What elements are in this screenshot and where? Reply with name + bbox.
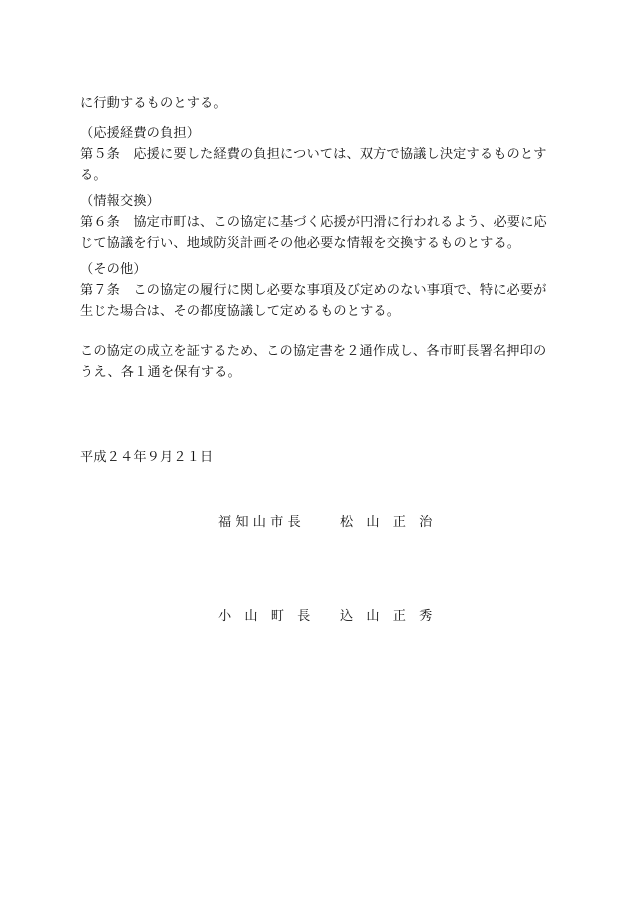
closing-text-line-1: この協定の成立を証するため、この協定書を２通作成し、各市町長署名押印の — [80, 344, 547, 359]
article-7-text-line-2: 生じた場合は、その都度協議して定めるものとする。 — [80, 304, 401, 319]
closing-text-line-2: うえ、各１通を保有する。 — [80, 365, 241, 380]
article-5-heading: （応援経費の負担） — [80, 126, 201, 141]
article-6-heading: （情報交換） — [80, 194, 161, 209]
article-6-text-line-1: 第６条 協定市町は、この協定に基づく応援が円滑に行われるよう、必要に応 — [80, 215, 547, 230]
signatory-1-title: 福 知 山 市 長 — [218, 515, 301, 530]
article-6-text-line-2: じて協議を行い、地域防災計画その他必要な情報を交換するものとする。 — [80, 236, 521, 251]
signatory-2-title: 小 山 町 長 — [218, 609, 311, 624]
article-7-text-line-1: 第７条 この協定の履行に関し必要な事項及び定めのない事項で、特に必要が — [80, 283, 547, 298]
article-5-text-line-2: る。 — [80, 168, 107, 183]
signatory-1-name: 松 山 正 治 — [340, 515, 433, 530]
article-7-heading: （その他） — [80, 262, 147, 277]
article-continuation: に行動するものとする。 — [80, 96, 227, 111]
signatory-2-name: 込 山 正 秀 — [340, 609, 433, 624]
article-5-text-line-1: 第５条 応援に要した経費の負担については、双方で協議し決定するものとす — [80, 147, 547, 162]
signing-date: 平成２４年９月２１日 — [80, 450, 214, 465]
